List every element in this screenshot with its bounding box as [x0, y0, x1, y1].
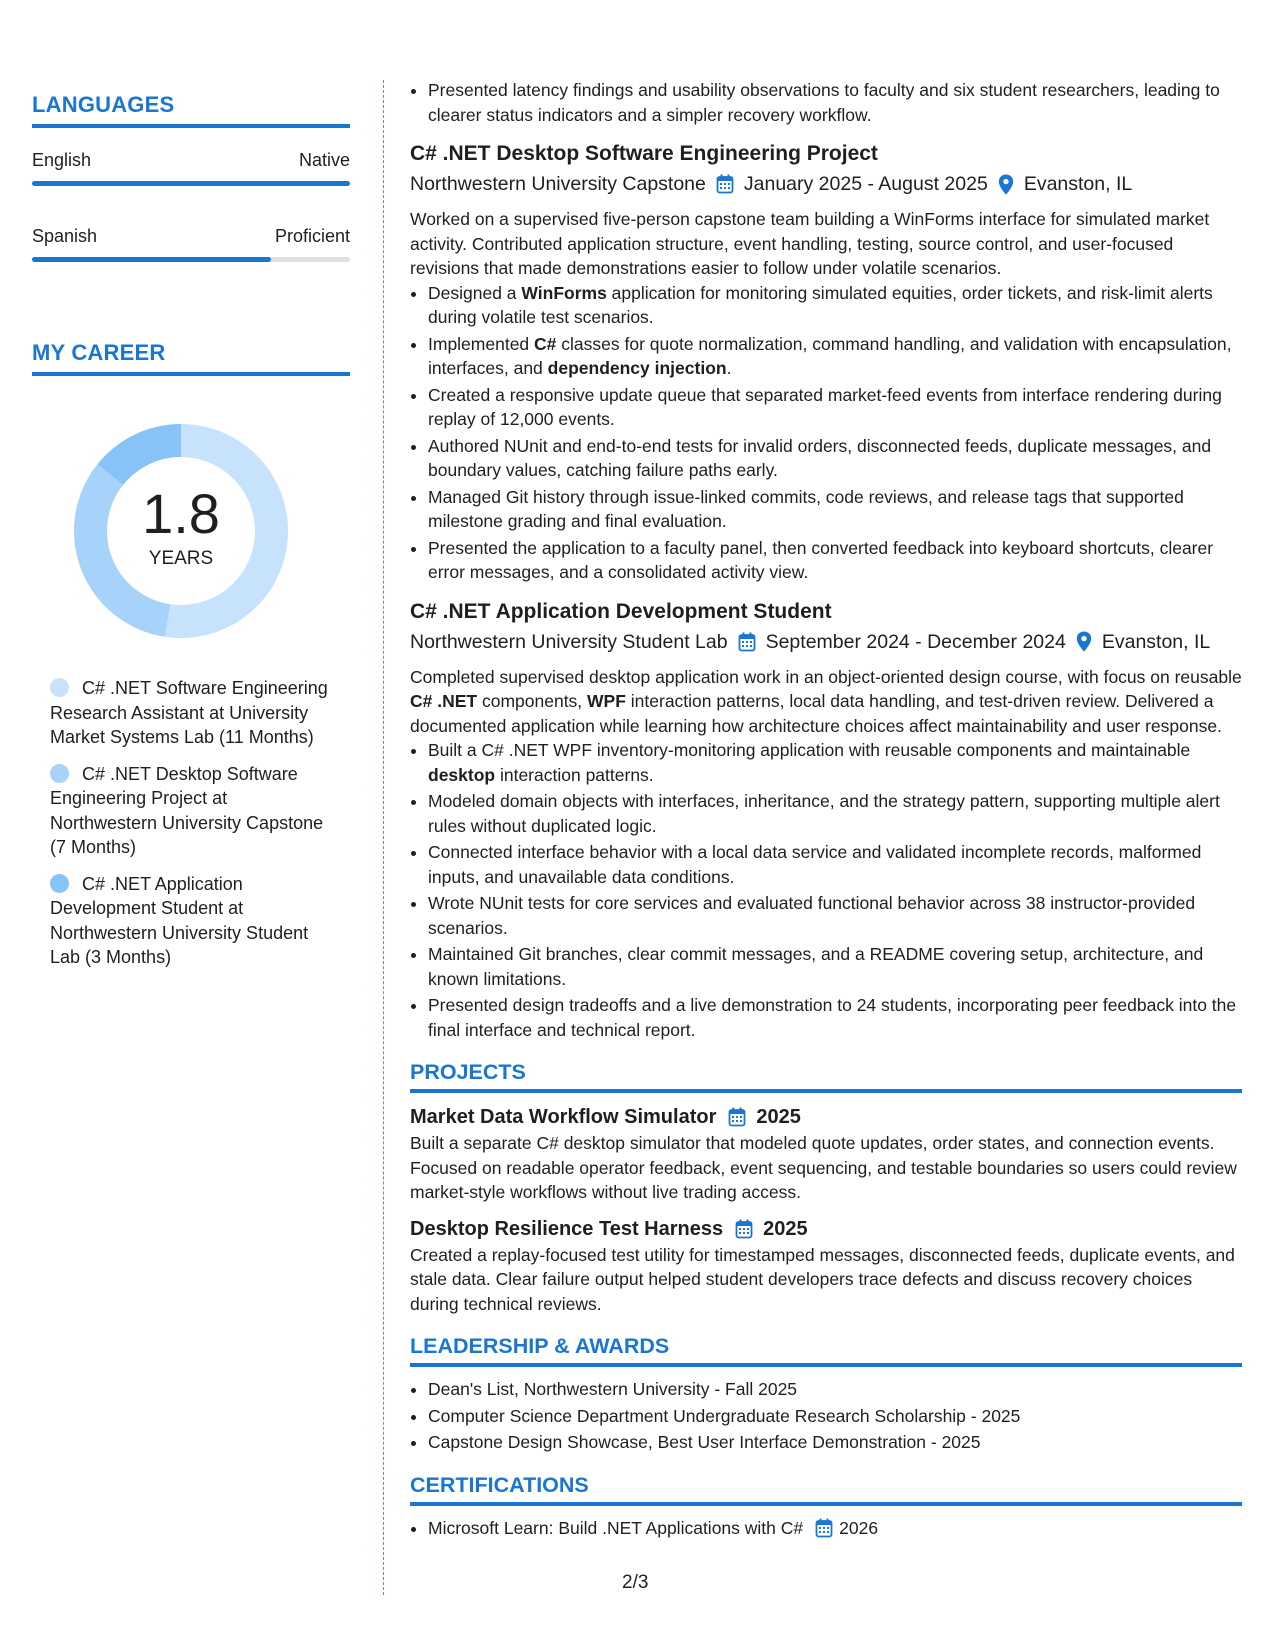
continued-bullets: [410, 78, 1242, 127]
legend-label: C# .NET Application Development Student at Northwestern University Student Lab (3 Months): [50, 873, 309, 967]
calendar-icon: [815, 1518, 833, 1538]
legend-label: C# .NET Desktop Software Engineering Project at Northwestern University Capstone (7 Months): [50, 763, 324, 857]
language-item-english: [32, 150, 350, 186]
certifications-heading: CERTIFICATIONS: [410, 1473, 1242, 1506]
role-organization: Northwestern University Capstone: [410, 173, 706, 195]
career-total-unit: YEARS: [148, 548, 214, 569]
bullet-item: • Modeled domain objects with interfaces, inheritance, and the strategy pattern, supporting multiple alert rules without duplicated logic.: [428, 789, 1242, 838]
legend-dot-icon: [50, 874, 69, 893]
project-year: 2025: [756, 1106, 801, 1128]
location-pin-icon: [1076, 631, 1092, 652]
experience-entry: [410, 139, 1242, 585]
project-year: 2025: [763, 1217, 808, 1240]
project-title-row: [410, 1103, 1242, 1131]
project-title-row: [410, 1215, 1242, 1243]
left-column: [32, 92, 350, 982]
bullet-item: • Presented latency findings and usability observations to faculty and six student researchers, leading to clearer status indicators and a simpler recovery workflow.: [428, 78, 1242, 127]
awards-list: [410, 1377, 1242, 1455]
language-level-fill: [32, 181, 350, 186]
bullet-item: • Implemented C# classes for quote normalization, command handling, and validation with encapsulation, interfaces, and dependency injection.: [428, 332, 1242, 381]
role-dates: September 2024 - December 2024: [765, 630, 1066, 653]
language-row: [32, 150, 350, 171]
languages-list: [32, 150, 350, 262]
career-legend-item: [50, 676, 330, 750]
role-organization: Northwestern University Student Lab: [410, 630, 728, 653]
bullet-item: • Maintained Git branches, clear commit messages, and a README covering setup, architecture, and known limitations.: [428, 942, 1242, 991]
calendar-icon: [716, 174, 734, 194]
bullet-item: • Connected interface behavior with a local data service and validated incomplete records, malformed inputs, and unavailable data conditions.: [428, 840, 1242, 889]
role-location: Evanston, IL: [1101, 630, 1211, 653]
project-title: Market Data Workflow Simulator: [410, 1106, 717, 1128]
bullet-item: • Managed Git history through issue-linked commits, code reviews, and release tags that supported milestone grading and final evaluation.: [428, 485, 1242, 534]
project-entry: [410, 1103, 1242, 1205]
location-pin-icon: [998, 174, 1014, 195]
language-level-fill: [32, 257, 271, 262]
bullet-item: • Presented the application to a faculty panel, then converted feedback into keyboard shortcuts, clearer error messages, and a consolidated activity view.: [428, 536, 1242, 585]
certifications-list: [410, 1516, 1242, 1541]
award-item: • Capstone Design Showcase, Best User Interface Demonstration - 2025: [428, 1430, 1242, 1455]
career-legend-item: [50, 872, 330, 970]
bullet-item: • Built a C# .NET WPF inventory-monitoring application with reusable components and maintainable desktop interaction patterns.: [428, 738, 1242, 787]
languages-heading: LANGUAGES: [32, 92, 350, 128]
calendar-icon: [735, 1219, 753, 1239]
calendar-icon: [738, 632, 756, 652]
calendar-icon: [728, 1107, 746, 1127]
bullet-item: • Designed a WinForms application for monitoring simulated equities, order tickets, and risk-limit alerts during volatile test scenarios.: [428, 281, 1242, 330]
certification-row: [428, 1516, 878, 1541]
career-legend-item: [50, 762, 330, 860]
language-item-spanish: [32, 226, 350, 262]
projects-heading: PROJECTS: [410, 1060, 1242, 1093]
legend-dot-icon: [50, 764, 69, 783]
role-title: C# .NET Application Development Student: [410, 599, 832, 623]
career-donut-chart: [66, 416, 296, 646]
role-bullets: [410, 281, 1242, 585]
project-description: Built a separate C# desktop simulator that modeled quote updates, order states, and connection events. Focused on readable operator feedback, event sequencing, and testable boundaries so users could review market-style workflows without live trading access.: [410, 1133, 1237, 1202]
bullet-item: • Presented design tradeoffs and a live demonstration to 24 students, incorporating peer feedback into the final interface and technical report.: [428, 993, 1242, 1042]
bullet-item: • Created a responsive update queue that separated market-feed events from interface rendering during replay of 12,000 events.: [428, 383, 1242, 432]
language-name: Spanish: [32, 226, 98, 246]
role-meta: [410, 169, 1242, 199]
language-level: Native: [298, 150, 350, 170]
career-total-value: 1.8: [142, 482, 220, 545]
role-title: C# .NET Desktop Software Engineering Project: [410, 142, 878, 165]
award-item: • Computer Science Department Undergraduate Research Scholarship - 2025: [428, 1404, 1242, 1429]
certification-year: 2026: [839, 1517, 879, 1538]
legend-dot-icon: [50, 678, 69, 697]
language-level-bar: [32, 257, 350, 262]
role-summary: Worked on a supervised five-person capstone team building a WinForms interface for simulated market activity. Contributed application structure, event handling, testing, source control, and user-focused revisions that made demonstrations easier to follow under volatile scenarios.: [410, 209, 1210, 278]
language-name: English: [32, 150, 92, 170]
projects-list: [410, 1103, 1242, 1316]
certification-name: • Microsoft Learn: Build .NET Applications with C#: [428, 1517, 804, 1538]
project-entry: [410, 1215, 1242, 1317]
certification-item: [428, 1516, 1242, 1541]
project-description: Created a replay-focused test utility for timestamped messages, disconnected feeds, duplicate events, and stale data. Clear failure output helped student developers trace defects and discuss recovery choices during technical reviews.: [410, 1244, 1235, 1314]
role-dates: January 2025 - August 2025: [743, 173, 988, 195]
role-meta: [410, 627, 1242, 657]
language-level-bar: [32, 181, 350, 186]
role-summary: Completed supervised desktop application work in an object-oriented design course, with focus on reusable C# .NET components, WPF interaction patterns, local data handling, and test-driven review. Delivered a documented application while learning how architecture choices affect maintainability and user response.: [410, 666, 1242, 736]
career-legend: [50, 676, 330, 970]
column-divider: [383, 80, 384, 1595]
awards-heading: LEADERSHIP & AWARDS: [410, 1334, 1242, 1367]
page-number: 2/3: [622, 1572, 649, 1593]
project-title: Desktop Resilience Test Harness: [410, 1217, 724, 1240]
language-level: Proficient: [274, 226, 350, 246]
right-column: [410, 78, 1242, 1542]
experience-roles: [410, 139, 1242, 1042]
bullet-item: • Wrote NUnit tests for core services and evaluated functional behavior across 38 instructor-provided scenarios.: [428, 891, 1242, 940]
award-item: • Dean's List, Northwestern University - Fall 2025: [428, 1377, 1242, 1402]
role-bullets: [410, 738, 1242, 1042]
experience-entry: [410, 597, 1242, 1043]
language-row: [32, 226, 350, 247]
bullet-item: • Authored NUnit and end-to-end tests for invalid orders, disconnected feeds, duplicate messages, and boundary values, catching failure paths early.: [428, 434, 1242, 483]
role-location: Evanston, IL: [1023, 173, 1133, 195]
legend-label: C# .NET Software Engineering Research Assistant at University Market Systems Lab (11 Months): [50, 678, 328, 747]
career-heading: MY CAREER: [32, 340, 350, 376]
